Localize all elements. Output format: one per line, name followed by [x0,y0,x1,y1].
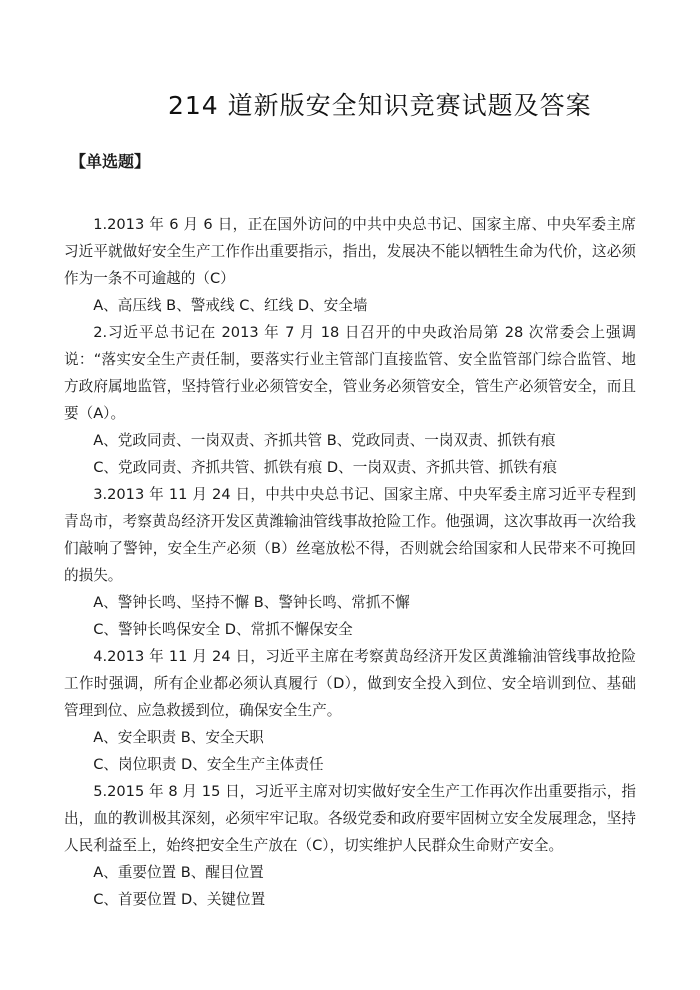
question-options: C、首要位置 D、关键位置 [93,891,266,908]
question-options: A、重要位置 B、醒目位置 [93,864,264,881]
question-options: A、党政同责、一岗双责、齐抓共管 B、党政同责、一岗双责、抓铁有痕 [93,432,556,449]
question-1 [64,211,636,319]
question-text: 4.2013 年 11 月 24 日，习近平主席在考察黄岛经济开发区黄潍输油管线事故抢险工作时强调，所有企业都必须认真履行（D），做到安全投入到位、安全培训到位、基础管理到位、应急救援到位，确保安全生产。 [64,648,636,719]
document-title: 214 道新版安全知识竞赛试题及答案 [168,91,592,120]
question-options: C、警钟长鸣保安全 D、常抓不懈保安全 [93,621,353,638]
question-text: 1.2013 年 6 月 6 日，正在国外访问的中共中央总书记、国家主席、中央军委主席习近平就做好安全生产工作作出重要指示，指出，发展决不能以牺牲生命为代价，这必须作为一条不可逾越的（C） [64,216,636,287]
section-heading: 【单选题】 [70,152,151,171]
question-options: A、警钟长鸣、坚持不懈 B、警钟长鸣、常抓不懈 [93,594,410,611]
question-4 [64,643,636,778]
question-text: 2.习近平总书记在 2013 年 7 月 18 日召开的中央政治局第 28 次常委会上强调说：“落实安全生产责任制，要落实行业主管部门直接监管、安全监管部门综合监管、地方政府属地监管，坚持管行业必须管安全，管业务必须管安全，管生产必须管安全，而且要（A）。 [64,324,636,422]
question-options: C、岗位职责 D、安全生产主体责任 [93,756,324,773]
question-options: A、高压线 B、警戒线 C、红线 D、安全墙 [93,297,368,314]
question-text: 3.2013 年 11 月 24 日，中共中央总书记、国家主席、中央军委主席习近平专程到青岛市，考察黄岛经济开发区黄潍输油管线事故抢险工作。他强调，这次事故再一次给我们敲响了警钟，安全生产必须（B）丝毫放松不得，否则就会给国家和人民带来不可挽回的损失。 [64,486,636,584]
question-list [64,211,636,913]
question-3 [64,481,636,643]
question-text: 5.2015 年 8 月 15 日，习近平主席对切实做好安全生产工作再次作出重要指示，指出，血的教训极其深刻，必须牢牢记取。各级党委和政府要牢固树立安全发展理念，坚持人民利益至上，始终把安全生产放在（C），切实维护人民群众生命财产安全。 [64,783,636,854]
question-2 [64,319,636,481]
question-options: A、安全职责 B、安全天职 [93,729,264,746]
question-5 [64,778,636,913]
question-options: C、党政同责、齐抓共管、抓铁有痕 D、一岗双责、齐抓共管、抓铁有痕 [93,459,558,476]
